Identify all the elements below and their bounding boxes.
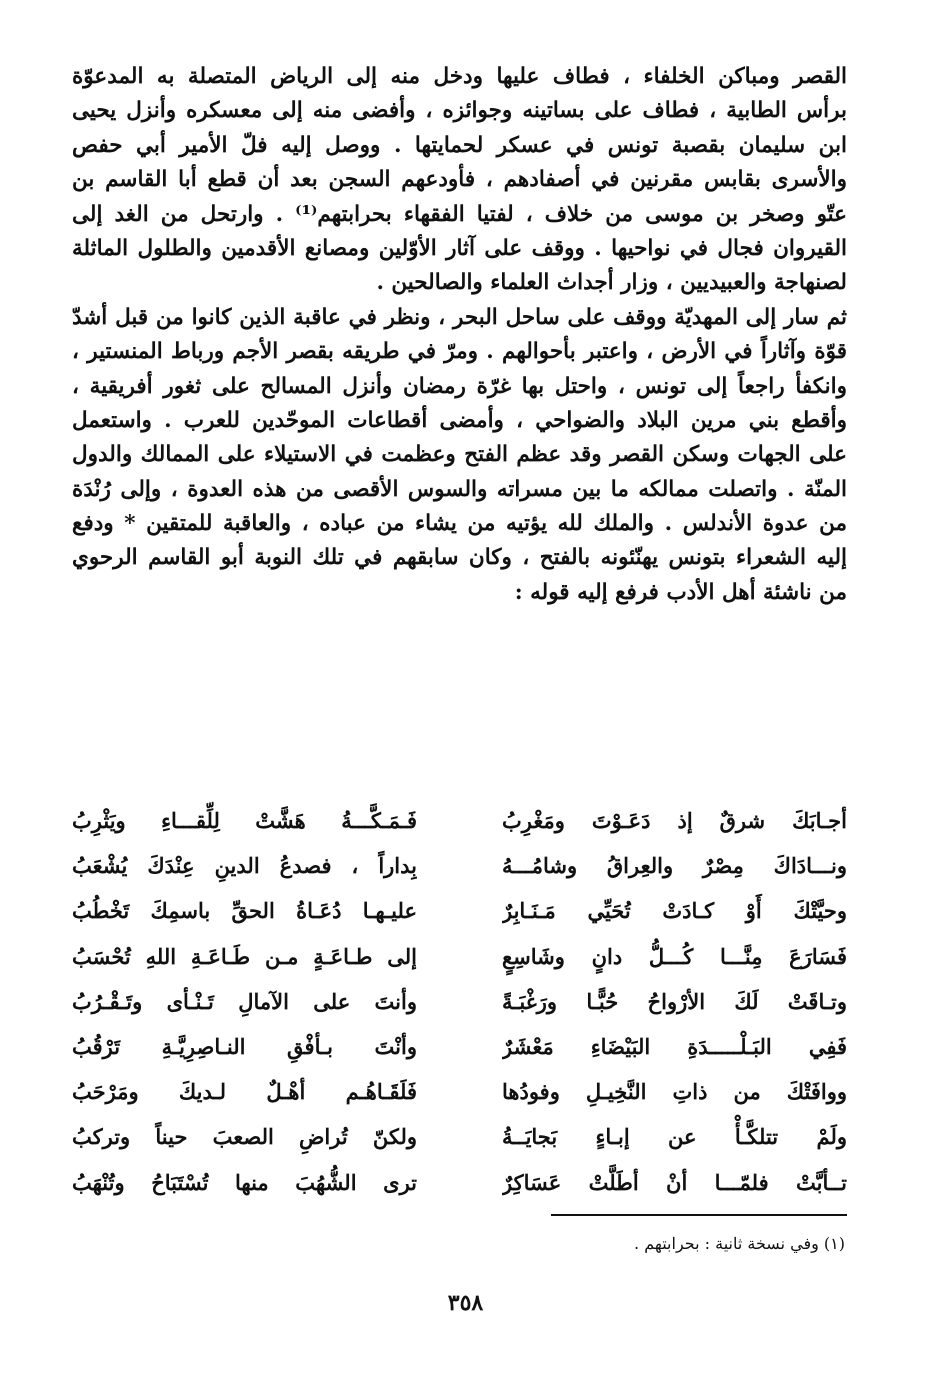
text-line: وانكفأ راجعاً إلى تونس ، واحتل بها غرّة رمضان وأنزل المسالح على ثغور أفريقية ، [72,373,847,399]
poem-verse [72,1069,847,1114]
poem-verse [72,1024,847,1069]
verse-second-hemistich: عليـهـا دُعَـاةُ الحقِّ باسمِكَ تَخْطُبُ [72,898,417,924]
verse-first-hemistich: فَفِي البَـلْـــــدَةِ البَيْضَاءِ مَعْشَرٌ [502,1033,847,1059]
poem-block [72,798,847,1205]
text-line: ابن سليمان بقصبة تونس في عسكر لحمايتها . ووصل إليه فلّ الأمير أبي حفص [72,132,847,158]
poem-verse [72,798,847,843]
footnote-separator [551,1214,847,1216]
text-line: ثم سار إلى المهديّة ووقف على ساحل البحر ، ونظر في عاقبة الذين كانوا من قبل أشدّ [72,304,847,330]
text-line: القصر ومباكن الخلفاء ، فطاف عليها ودخل منه إلى الرياض المتصلة به المدعوّة [72,64,847,89]
verse-first-hemistich: ولَمْ تتلكَّـأْ عن إبـاءٍ بَجايَــةُ [502,1124,847,1150]
verse-second-hemistich: وأنتَ على الآمالِ تَـنْـأى وتَـقْـرُبُ [72,988,417,1014]
text-line: عتّو وصخر بن موسى من خلاف ، لفتيا الفقهاء بحرابتهم⁽¹⁾ . وارتحل من الغد إلى [72,201,847,227]
verse-first-hemistich: ووافَتْكَ من ذاتِ النَّخِيـلِ وفودُها [502,1079,847,1105]
text-line: والأسرى بقابس مقرنين في أصفادهم ، فأودعهم السجن بعد أن قطع أبا القاسم بن [72,167,847,193]
text-line: المنّة . واتصلت ممالكه ما بين مسراته والسوس الأقصى من هذه العدوة ، وإلى رُنْدَة [72,476,847,502]
text-line: إليه الشعراء بتونس يهنّئونه بالفتح ، وكان سابقهم في تلك النوبة أبو القاسم الرحوي [72,545,847,571]
verse-first-hemistich: أجـابَكَ شرقٌ إذ دَعَـوْتَ ومَغْرِبُ [502,808,847,833]
verse-first-hemistich: وحيَّتْكَ أَوْ كـادَتْ تُحَيِّي مَـنَـابِرٌ [502,898,847,924]
verse-first-hemistich: وتـاقَتْ لَكَ الأرْواحُ حُبًّـا ورَغْبَـةً [502,988,847,1014]
text-line: القيروان فجال في نواحيها . ووقف على آثار الأوّلين ومصانع الأقدمين والطلول الماثلة [72,235,847,261]
verse-second-hemistich: فَلَقَـاهُـم أهْـلٌ لـديكَ ومَرْحَبُ [72,1079,417,1105]
verse-second-hemistich: بِداراً ، فصدعُ الدينِ عِنْدَكَ يُشْعَبُ [72,853,417,879]
text-line: لصنهاجة والعبيديين ، وزار أجداث العلماء والصالحين . [376,270,847,296]
prose-block [72,60,847,610]
verse-first-hemistich: فَسَارَعَ مِنَّـــا كُـــلُّ دانٍ وشَاسِعٍ [502,943,847,969]
verse-first-hemistich: تــأبَّتْ فلمّـــا أنْ أطَلَّتْ عَسَاكِرٌ [502,1169,847,1195]
verse-first-hemistich: ونـــادَاكَ مِصْرٌ والعِراقُ وشامُـــهُ [502,853,847,879]
footnote: (١) وفي نسخة ثانية : بحرابتهم . [634,1234,845,1253]
verse-second-hemistich: إلى طـاعَـةٍ مـن طَـاعَـةِ اللهِ تُحْسَبُ [72,943,417,969]
poem-verse [72,888,847,933]
text-line: برأس الطابية ، فطاف على بساتينه وجوائزه ، وأفضى منه إلى معسكره وأنزل يحيى [72,98,847,124]
verse-second-hemistich: ترى الشُّهُبَ منها تُسْتَبَاحُ وتُنْهَبُ [72,1169,417,1195]
text-line: قوّة وآثاراً في الأرض ، واعتبر بأحوالهم . ومرّ في طريقه بقصر الأجم ورباط المنستير ، [72,339,847,365]
text-line: وأقطع بني مرين البلاد والضواحي ، وأمضى أقطاعات الموحّدين للعرب . واستعمل [72,407,847,433]
poem-verse [72,843,847,888]
text-line: من ناشئة أهل الأدب فرفع إليه قوله : [514,579,847,605]
poem-verse [72,934,847,979]
text-line: من عدوة الأندلس . والملك لله يؤتيه من يشاء من عباده ، والعاقبة للمتقين * ودفع [72,511,847,537]
verse-second-hemistich: وأنْتَ بـأفْقِ النـاصِرِيَّـةِ تَرْقُبُ [72,1033,417,1059]
page-number: ٣٥٨ [447,1290,484,1316]
text-line: على الجهات وسكن القصر وقد عظم الفتح وعظمت في الاستيلاء على الممالك والدول [72,442,847,468]
poem-verse [72,979,847,1024]
verse-second-hemistich: فَـمَـكَّـــةُ هَشَّتْ لِلِّقـــاءِ ويَثْرِبُ [72,808,417,833]
poem-verse [72,1114,847,1159]
poem-verse [72,1160,847,1205]
verse-second-hemistich: ولكنّ تُراضِ الصعبَ حيناً وتركبُ [72,1124,417,1150]
